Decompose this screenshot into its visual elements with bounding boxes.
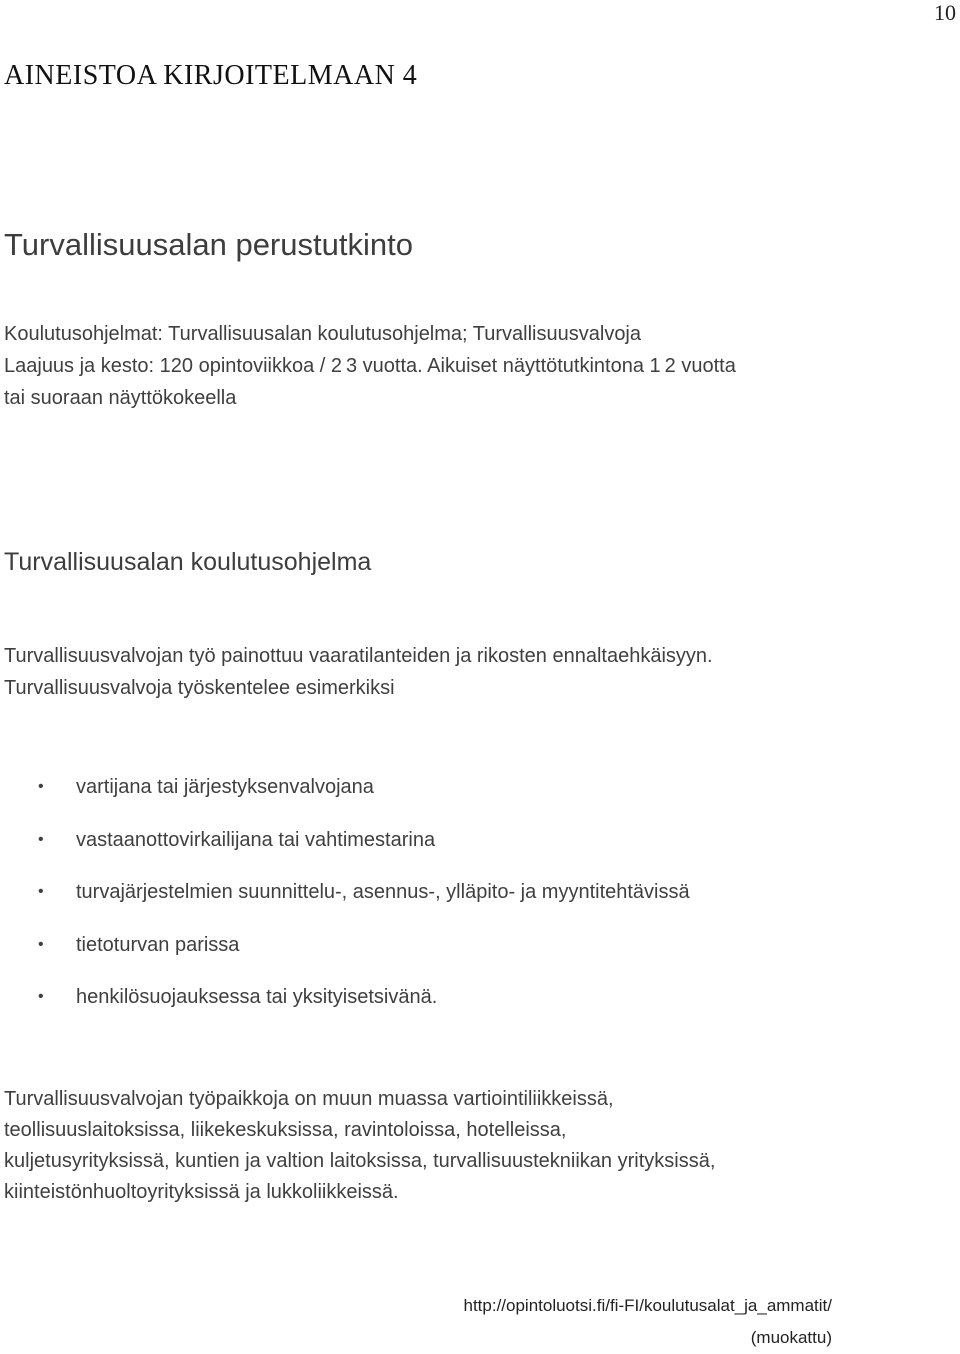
- source-note: (muokattu): [750, 1328, 832, 1347]
- list-item-text: tietoturvan parissa: [76, 933, 240, 956]
- bullet-icon: •: [38, 883, 44, 900]
- workplaces-line: teollisuuslaitoksissa, liikekeskuksissa, ravintoloissa, hotelleissa,: [4, 1119, 567, 1141]
- list-item-text: vastaanottovirkailijana tai vahtimestarina: [76, 828, 436, 851]
- list-item-text: turvajärjestelmien suunnittelu-, asennus-, ylläpito- ja myyntitehtävissä: [76, 881, 690, 903]
- list-item-text: henkilösuojauksessa tai yksityisetsivänä.: [76, 986, 438, 1008]
- list-item: [0, 771, 690, 824]
- workplaces-line: Turvallisuusvalvojan työpaikkoja on muun muassa vartiointiliikkeissä,: [4, 1088, 614, 1110]
- workplaces-line: kiinteistönhuoltoyrityksissä ja lukkoliikkeissä.: [4, 1181, 399, 1203]
- bullet-icon: •: [38, 988, 44, 1005]
- task-list: [0, 771, 690, 1034]
- header-title: AINEISTOA KIRJOITELMAAN 4: [4, 60, 418, 91]
- bullet-icon: •: [38, 935, 44, 953]
- degree-details: [4, 318, 736, 414]
- page-number: 10: [934, 0, 956, 25]
- source-citation: [463, 1290, 832, 1354]
- list-item: [0, 824, 690, 877]
- list-item: [0, 929, 690, 982]
- list-item-text: vartijana tai järjestyksenvalvojana: [76, 776, 374, 798]
- program-intro-line: Turvallisuusvalvojan työ painottuu vaaratilanteiden ja rikosten ennaltaehkäisyyn.: [4, 645, 713, 667]
- program-intro-line: Turvallisuusvalvoja työskentelee esimerkiksi: [4, 677, 395, 699]
- workplaces-line: kuljetusyrityksissä, kuntien ja valtion laitoksissa, turvallisuustekniikan yrityksissä,: [4, 1150, 716, 1172]
- degree-duration-line: Laajuus ja kesto: 120 opintoviikkoa / 2 3 vuotta. Aikuiset näyttötutkintona 1 2 vuotta: [4, 355, 736, 377]
- degree-title: Turvallisuusalan perustutkinto: [4, 227, 413, 262]
- list-item: [0, 876, 690, 929]
- bullet-icon: •: [38, 830, 44, 848]
- degree-duration-line-cont: tai suoraan näyttökokeella: [4, 387, 237, 409]
- workplaces-paragraph: [4, 1084, 715, 1208]
- degree-programs-line: Koulutusohjelmat: Turvallisuusalan koulutusohjelma; Turvallisuusvalvoja: [4, 323, 642, 345]
- program-intro: [4, 640, 713, 704]
- source-url: http://opintoluotsi.fi/fi-FI/koulutusalat_ja_ammatit/: [463, 1296, 832, 1315]
- bullet-icon: •: [38, 778, 44, 795]
- list-item: [0, 981, 690, 1034]
- program-title: Turvallisuusalan koulutusohjelma: [4, 548, 372, 576]
